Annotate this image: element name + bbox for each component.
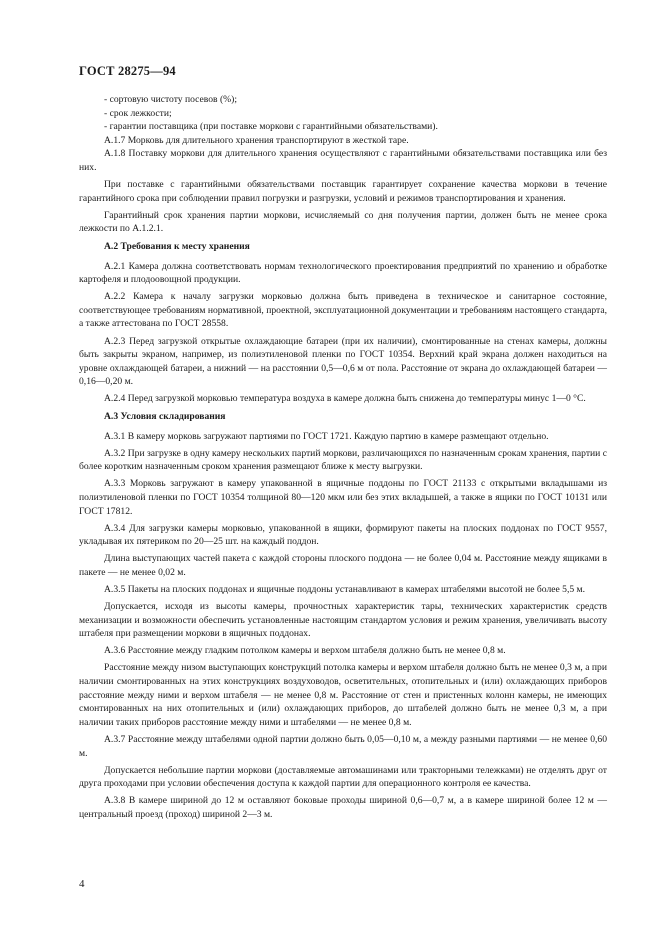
section-heading: А.3 Условия складирования: [104, 410, 226, 422]
paragraph: А.3.2 При загрузке в одну камеру нескольких партий моркови, различающихся по назначенным срокам хранения, партии с более коротким назначенным сроком хранения размещают ближе к месту выгрузки.: [79, 447, 607, 473]
list-item: - срок лежкости;: [104, 107, 172, 119]
paragraph: Длина выступающих частей пакета с каждой стороны плоского поддона — не более 0,04 м. Расстояние между ящиками в пакете — не менее 0,02 м.: [79, 553, 607, 578]
paragraph: А.3.4 Для загрузки камеры морковью, упакованной в ящики, формируют пакеты на плоских поддонах по ГОСТ 9557, укладывая их пятериком по 20—25 шт. на каждый поддон.: [79, 522, 607, 548]
paragraph: Расстояние между низом выступающих конструкций потолка камеры и верхом штабеля должно быть не менее 0,3 м, а при наличии смонтированных на этих конструкциях воздуховодов, осветительных, отопительных и (или) охлаждающих приборов расстояние между ними и верхом штабеля — не менее 0,8 м. Расстояние от стен и пристенных колонн камеры, не имеющих смонтированных на них отопительных и (или) охлаждающих приборов, до штабелей должно быть не менее 0,3 м, а при наличии таких приборов расстояние между ними и штабелями — не менее 0,8 м.: [79, 662, 607, 728]
section-heading: А.2 Требования к месту хранения: [104, 240, 250, 252]
paragraph: А.2.4 Перед загрузкой морковью температура воздуха в камере должна быть снижена до температуры минус 1—0 °С.: [104, 393, 586, 405]
paragraph: Допускается, исходя из высоты камеры, прочностных характеристик тары, технических характеристик средств механизации и возможности обеспечить установленные настоящим стандартом условия и режим хранения, увеличивать высоту штабеля при размещении моркови в ящичных поддонах.: [79, 601, 607, 640]
list-item: - гарантии поставщика (при поставке моркови с гарантийными обязательствами).: [104, 121, 438, 133]
paragraph: А.3.8 В камере шириной до 12 м оставляют боковые проходы шириной 0,6—0,7 м, а в камере шириной более 12 м — центральный проезд (проход) шириной 2—3 м.: [79, 795, 607, 820]
document-body: [79, 93, 607, 825]
paragraph: А.3.5 Пакеты на плоских поддонах и ящичные поддоны устанавливают в камерах штабелями высотой не более 5,5 м.: [104, 584, 586, 595]
page-number: 4: [79, 878, 85, 890]
paragraph: При поставке с гарантийными обязательствами поставщик гарантирует сохранение качества моркови в течение гарантийного срока при соблюдении правил погрузки и разгрузки, условий и режимов транспортирования и хранения.: [79, 179, 607, 204]
standard-header: ГОСТ 28275—94: [79, 64, 176, 78]
paragraph: А.3.3 Морковь загружают в камеру упакованной в ящичные поддоны по ГОСТ 21133 с открытыми вкладышами из полиэтиленовой пленки по ГОСТ 10354 толщиной 80—120 мкм или без этих вкладышей, а также в ящики по ГОСТ 10131 или ГОСТ 17812.: [79, 478, 607, 517]
list-item: - сортовую чистоту посевов (%);: [104, 94, 238, 105]
paragraph: А.3.1 В камеру морковь загружают партиями по ГОСТ 1721. Каждую партию в камере размещают отдельно.: [104, 430, 549, 442]
paragraph: Гарантийный срок хранения партии моркови, исчисляемый со дня получения партии, должен быть не менее срока лежкости по А.1.2.1.: [79, 209, 607, 235]
paragraph: А.2.1 Камера должна соответствовать нормам технологического проектирования предприятий по хранению и обработке картофеля и плодоовощной продукции.: [79, 260, 607, 286]
paragraph: Допускается небольшие партии моркови (доставляемые автомашинами или тракторными тележками) не отделять друг от друга проходами при условии обеспечения доступа к каждой партии для операционного контроля ее качества.: [79, 764, 607, 790]
paragraph: А.1.7 Морковь для длительного хранения транспортируют в жесткой таре.: [104, 134, 409, 146]
paragraph: А.3.6 Расстояние между гладким потолком камеры и верхом штабеля должно быть не менее 0,8 м.: [104, 645, 506, 657]
paragraph: А.3.7 Расстояние между штабелями одной партии должно быть 0,05—0,10 м, а между разными партиями — не менее 0,60 м.: [79, 733, 607, 759]
paragraph: А.2.2 Камера к началу загрузки морковью должна быть приведена в техническое и санитарное состояние, соответствующее требованиям нормативной, проектной, эксплуатационной документации и требованиям настоящего стандарта, а также аттестована по ГОСТ 28558.: [79, 291, 607, 330]
paragraph: А.1.8 Поставку моркови для длительного хранения осуществляют с гарантийными обязательствами поставщика или без них.: [79, 148, 607, 173]
paragraph: А.2.3 Перед загрузкой открытые охлаждающие батареи (при их наличии), смонтированные на стенах камеры, должны быть закрыты экраном, например, из полиэтиленовой пленки по ГОСТ 10354. Верхний край экрана должен находиться на уровне охлаждающей батареи, а нижний — на расстоянии 0,5—0,6 м от пола. Расстояние от экрана до охлаждающей батареи — 0,16—0,20 м.: [79, 335, 607, 388]
